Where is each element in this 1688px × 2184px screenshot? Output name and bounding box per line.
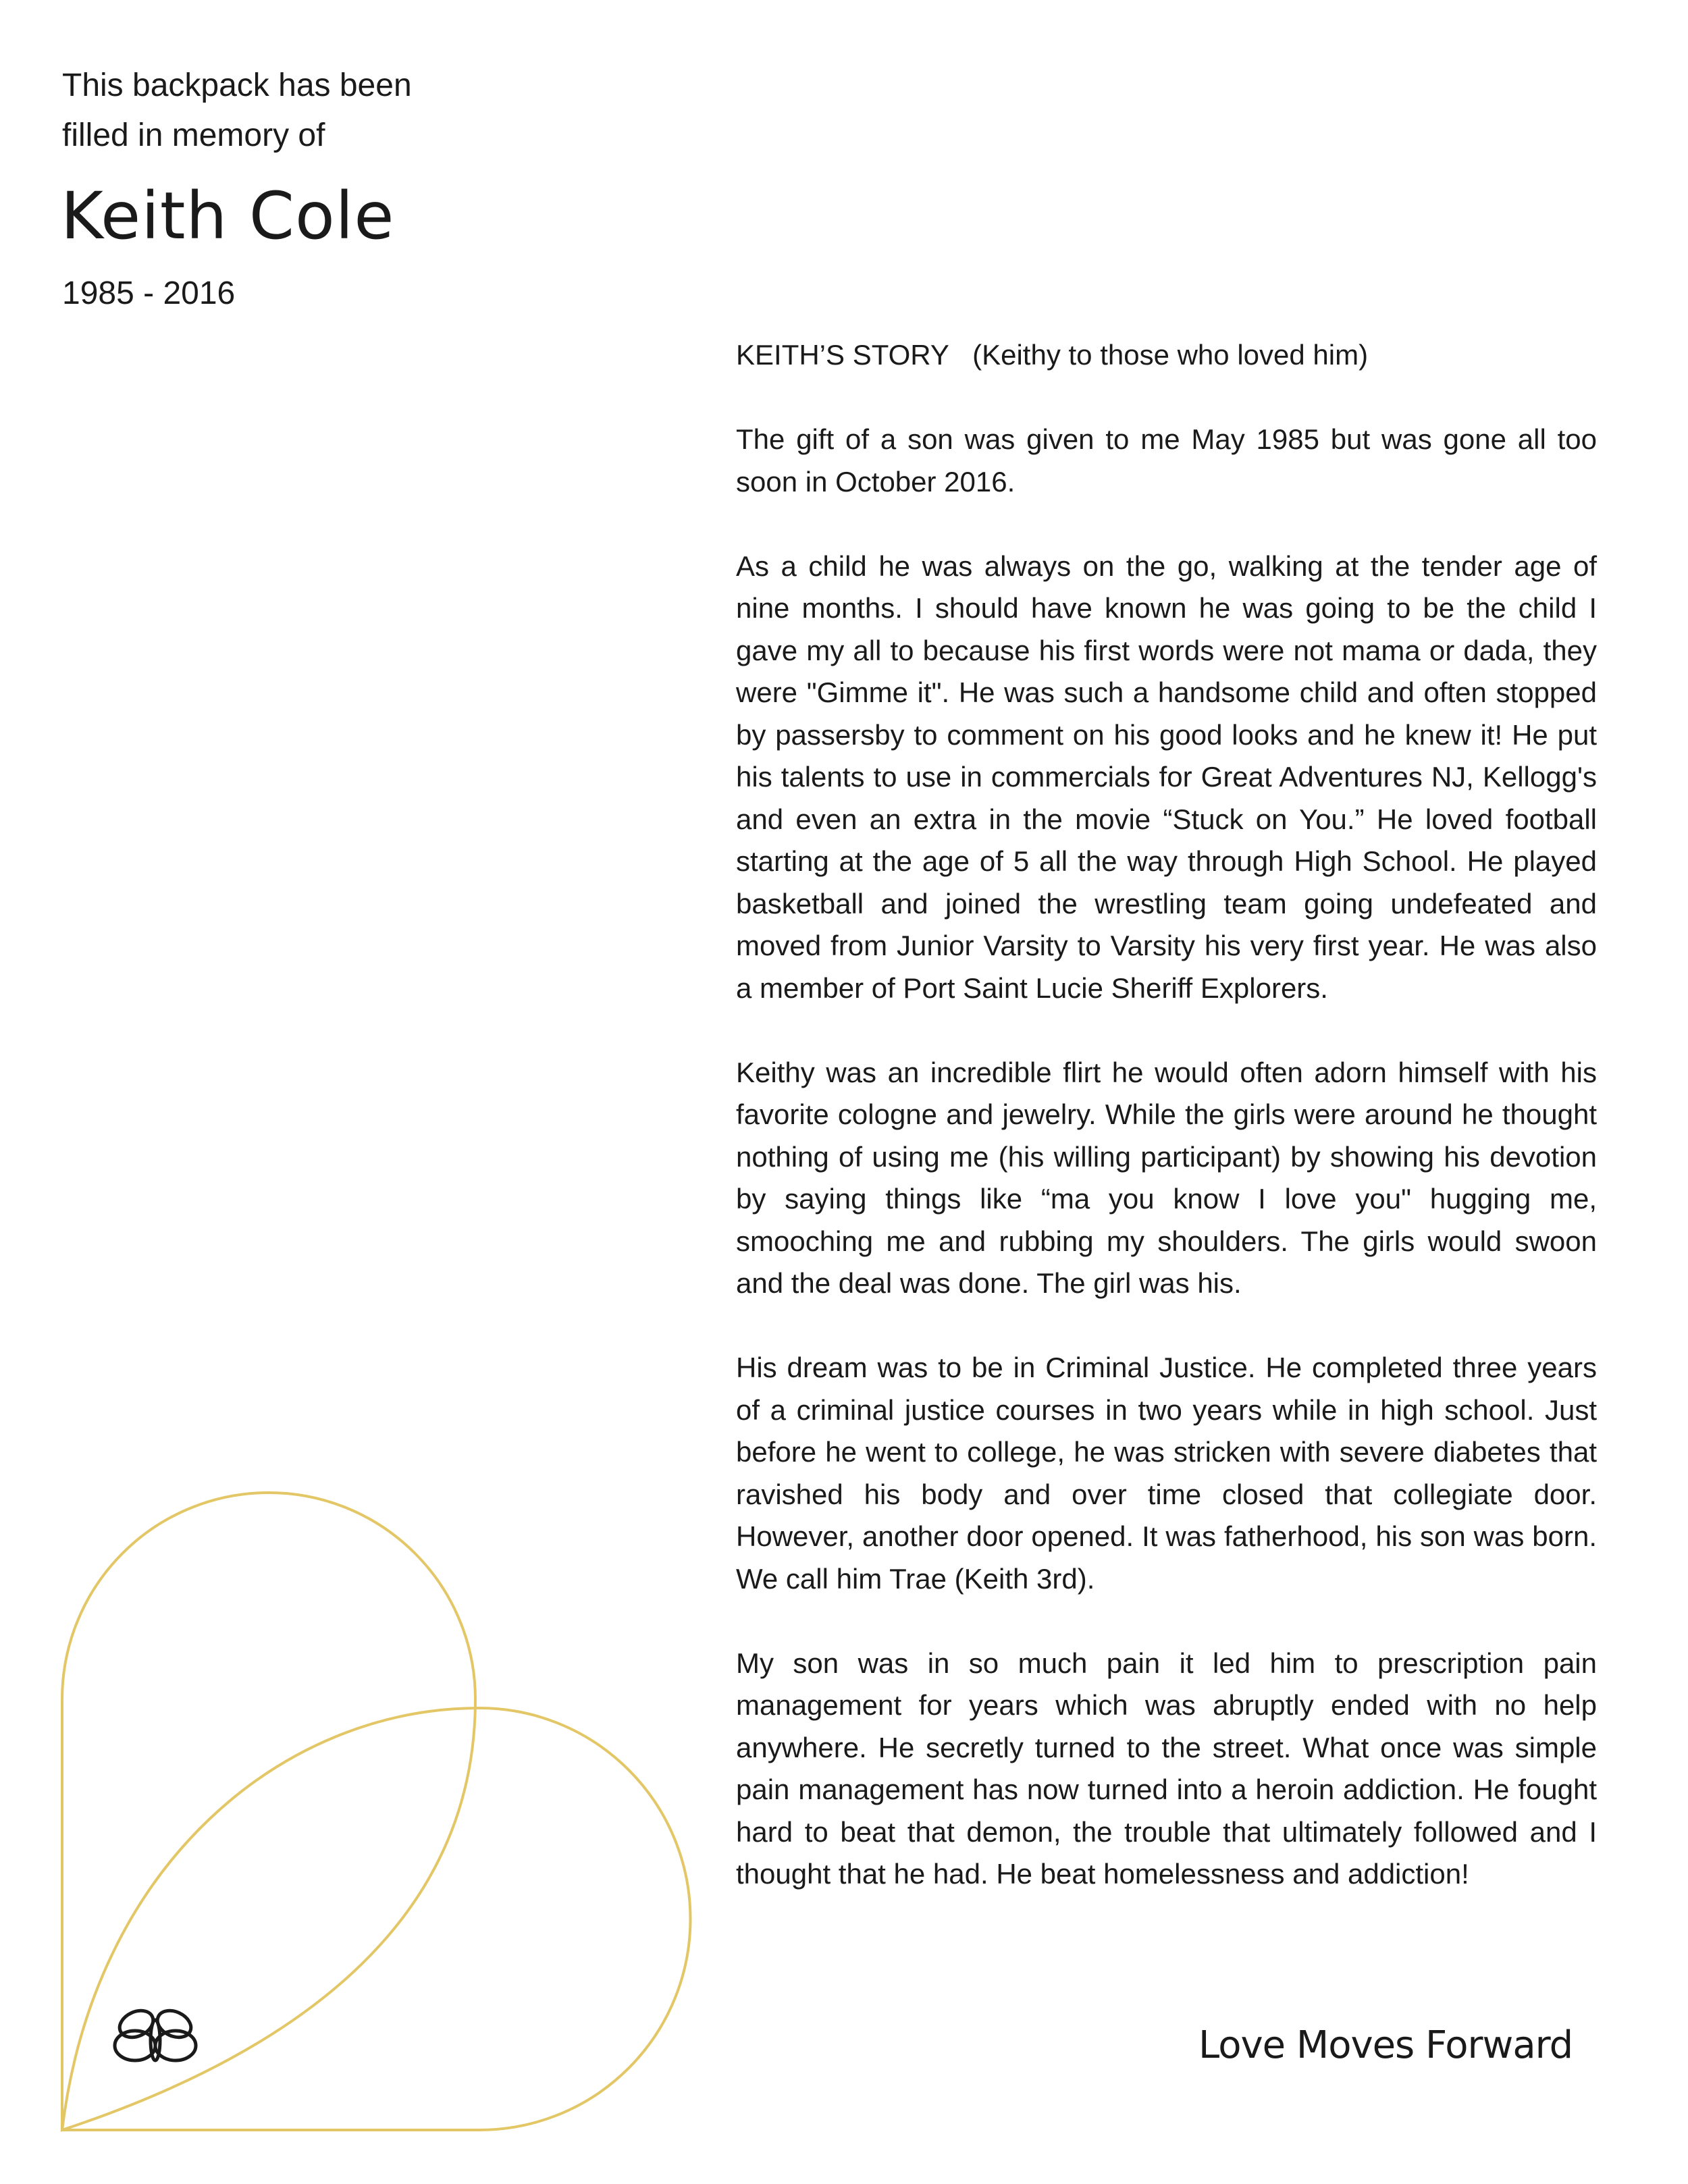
story-paragraph: My son was in so much pain it led him to prescription pain management for years which was abruptly ended with no help anywhere. He secretly turned to the street. What once was simple pain management has now turned into a heroin addiction. He fought hard to beat that demon, the trouble that ultimately followed and I thought that he had. He beat homelessness and addiction! xyxy=(736,1647,1597,1890)
tagline: Love Moves Forward xyxy=(1198,2023,1573,2067)
butterfly-icon xyxy=(115,2006,196,2060)
memorial-intro-line2: filled in memory of xyxy=(62,117,325,153)
memorial-intro xyxy=(62,61,481,161)
story-section xyxy=(736,334,1597,1896)
memorial-years: 1985 - 2016 xyxy=(62,275,236,311)
memorial-name: Keith Cole xyxy=(61,178,395,254)
memorial-intro-line1: This backpack has been xyxy=(62,68,412,103)
story-paragraph: Keithy was an incredible flirt he would often adorn himself with his favorite cologne and jewelry. While the girls were around he thought nothing of using me (his willing participant) by showing his devotion by saying things like “ma you know I love you" hugging me, smooching me and rubbing my shoulders. The girls would swoon and the deal was done. The girl was his. xyxy=(736,1056,1597,1299)
story-paragraph: His dream was to be in Criminal Justice. He completed three years of a criminal justice courses in two years while in high school. Just before he went to college, he was stricken with severe diabetes that ravished his body and over time closed that collegiate door. However, another door opened. It was fatherhood, his son was born. We call him Trae (Keith 3rd). xyxy=(736,1352,1597,1595)
story-paragraph: The gift of a son was given to me May 1985 but was gone all too soon in October 2016. xyxy=(736,423,1597,498)
heart-outline-icon xyxy=(0,1485,702,2147)
story-heading: KEITH’S STORY (Keithy to those who loved him) xyxy=(736,339,1369,371)
story-paragraph: As a child he was always on the go, walking at the tender age of nine months. I should have known he was going to be the child I gave my all to because his first words were not mama or dada, they were "Gimme it". He was such a handsome child and often stopped by passersby to comment on his good looks and he knew it! He put his talents to use in commercials for Great Adventures NJ, Kellogg's and even an extra in the movie “Stuck on You.” He loved football starting at the age of 5 all the way through High School. He played basketball and joined the wrestling team going undefeated and moved from Junior Varsity to Varsity his very first year. He was also a member of Port Saint Lucie Sheriff Explorers. xyxy=(736,550,1597,1004)
